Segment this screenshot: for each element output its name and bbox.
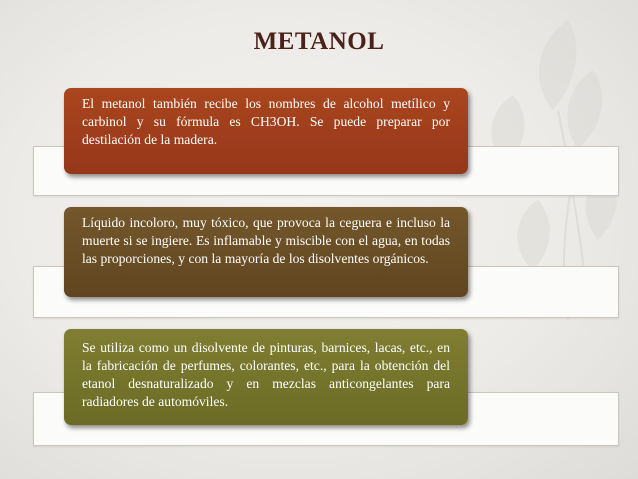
info-card-3 xyxy=(64,329,468,425)
info-card-1 xyxy=(64,88,468,174)
info-card-2-text: Líquido incoloro, muy tóxico, que provoca la ceguera e incluso la muerte si se ingiere. Es inflamable y miscible con el agua, en todas las proporciones, y con la mayoría de los disolventes orgánicos. xyxy=(82,215,450,266)
info-card-1-text: El metanol también recibe los nombres de alcohol metílico y carbinol y su fórmula es CH3OH. Se puede preparar por destilación de la madera. xyxy=(82,96,450,147)
info-card-2 xyxy=(64,207,468,297)
slide-title: METANOL xyxy=(253,28,385,55)
info-card-3-text: Se utiliza como un disolvente de pinturas, barnices, lacas, etc., en la fabricación de perfumes, colorantes, etc., para la obtención del etanol desnaturalizado y en mezclas anticongelantes para radiadores de automóviles. xyxy=(82,340,450,409)
